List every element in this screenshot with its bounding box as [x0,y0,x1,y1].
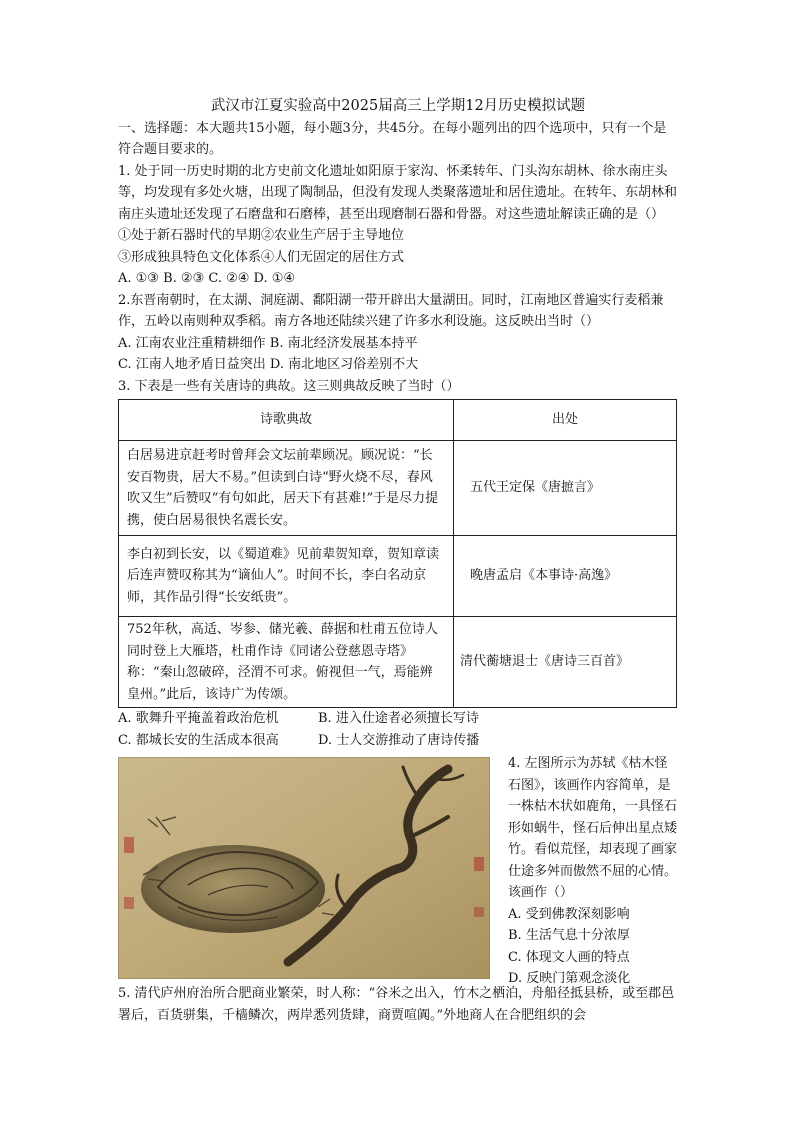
question-3-options-cd [118,730,678,752]
question-3-options-ab [118,708,678,730]
table-row [119,441,677,536]
table-header-source: 出处 [454,400,677,441]
option-b: B. 进入仕途者必须擅长写诗 [318,711,479,726]
question-1-line2: ③形成独具特色文化体系④人们无固定的居住方式 [118,249,405,265]
exam-page [118,96,678,1026]
table-cell-source: 五代王定保《唐摭言》 [454,441,677,536]
question-5-stem: 5. 清代庐州府治所合肥商业繁荣，时人称：“谷米之出入，竹木之栖泊，舟船径抵县桥，或至郡邑署后，百货骈集，千樯鳞次，两岸悉列货肆，商贾喧阗。”外地商人在合肥组织的会 [118,986,675,1023]
question-1-line1: ①处于新石器时代的早期②农业生产居于主导地位 [118,228,405,243]
question-2-stem: 2.东晋南朝时，在太湖、洞庭湖、鄱阳湖一带开辟出大量湖田。同时，江南地区普遍实行麦稻兼作，五岭以南则种双季稻。南方各地还陆续兴建了许多水利设施。这反映出当时（） [118,292,664,329]
option-a: A. 歌舞升平掩盖着政治危机 [118,711,279,726]
table-cell-story: 752年秋，高适、岑参、储光羲、薛据和杜甫五位诗人同时登上大雁塔，杜甫作诗《同诸公登慈恩寺塔》称：“秦山忽破碎，泾渭不可求。俯视但一气，焉能辨皇州。”此后，该诗广为传颂。 [119,617,454,708]
painting-image [118,757,490,979]
table-cell-source: 晚唐孟启《本事诗·高逸》 [454,536,677,617]
question-4-stem: 4. 左图所示为苏轼《枯木怪石图》，该画作内容简单，是一株枯木状如鹿角，一具怪石形如蜗牛，怪石后伸出星点矮竹。看似荒怪，却表现了画家仕途多舛而傲然不屈的心情。该画作（） [508,756,678,900]
question-4-block [118,753,678,986]
question-1-stem: 1. 处于同一历史时期的北方史前文化遗址如阳原于家沟、怀柔转年、门头沟东胡林、徐水南庄头等，均发现有多处火塘，出现了陶制品，但没有发现人类聚落遗址和居住遗址。在转年、东胡林和南庄头遗址还发现了石磨盘和石磨棒，甚至出现磨制石器和骨器。对这些遗址解读正确的是（） [118,163,678,222]
section-heading: 一、选择题：本大题共15小题，每小题3分，共45分。在每小题列出的四个选项中，只有一个是符合题目要求的。 [118,120,667,157]
table-header-story: 诗歌典故 [119,400,454,441]
question-2-options-ab: A. 江南农业注重精耕细作 B. 南北经济发展基本持平 [118,335,418,351]
question-1-options: A. ①③ B. ②③ C. ②④ D. ①④ [118,271,296,286]
poem-table [118,399,677,708]
table-cell-story: 李白初到长安，以《蜀道难》见前辈贺知章，贺知章读后连声赞叹称其为“谪仙人”。时间不长，李白名动京师，其作品引得“长安纸贵”。 [119,536,454,617]
question-2-options-cd: C. 江南人地矛盾日益突出 D. 南北地区习俗差别不大 [118,357,419,372]
option-c: C. 都城长安的生活成本很高 [118,732,279,748]
option-c: C. 体现文人画的特点 [508,949,630,965]
table-row [119,536,677,617]
option-b: B. 生活气息十分浓厚 [508,928,630,943]
page-title: 武汉市江夏实验高中2025届高三上学期12月历史模拟试题 [210,98,586,114]
option-d: D. 士人交游推动了唐诗传播 [318,732,480,748]
table-row [119,617,677,708]
table-cell-story: 白居易进京赶考时曾拜会文坛前辈顾况。顾况说：“长安百物贵，居大不易。”但读到白诗“野火烧不尽，春风吹又生”后赞叹“有句如此，居天下有甚难!”于是尽力提携，使白居易很快名震长安。 [119,441,454,536]
question-4-text [508,753,680,990]
option-d: D. 反映门第观念淡化 [508,971,631,986]
option-a: A. 受到佛教深刻影响 [508,906,630,922]
question-3-stem: 3. 下表是一些有关唐诗的典故。这三则典故反映了当时（） [118,378,460,394]
table-cell-source: 清代蘅塘退士《唐诗三百首》 [454,617,677,708]
